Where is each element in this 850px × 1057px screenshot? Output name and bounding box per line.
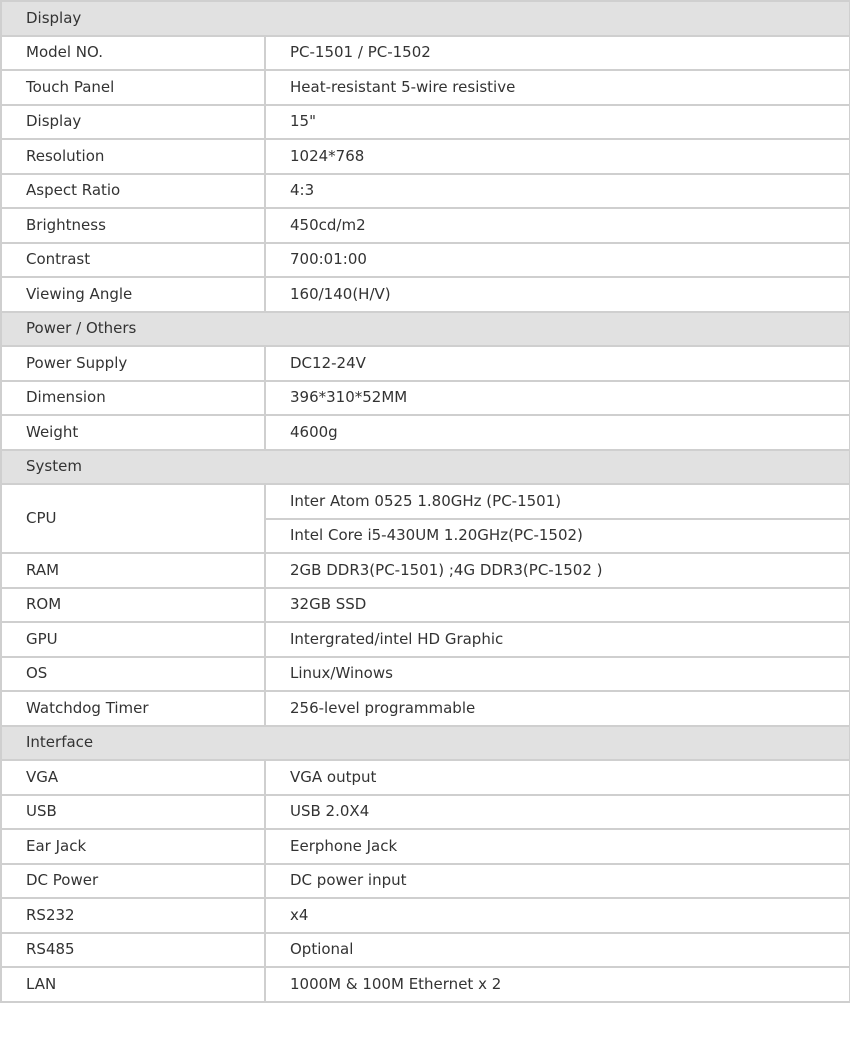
table-row (1, 484, 850, 519)
spec-label-os: OS (1, 657, 265, 692)
table-row (1, 277, 850, 312)
spec-value-weight: 4600g (265, 415, 850, 450)
spec-label-usb: USB (1, 795, 265, 830)
spec-value-os: Linux/Winows (265, 657, 850, 692)
spec-value-dimension: 396*310*52MM (265, 381, 850, 416)
spec-value-dc-power: DC power input (265, 864, 850, 899)
table-row (1, 898, 850, 933)
section-title: System (1, 450, 850, 485)
spec-value-cpu: Intel Core i5-430UM 1.20GHz(PC-1502) (265, 519, 850, 554)
spec-label-ram: RAM (1, 553, 265, 588)
spec-label-resolution: Resolution (1, 139, 265, 174)
spec-value-contrast: 700:01:00 (265, 243, 850, 278)
spec-value-model-no: PC-1501 / PC-1502 (265, 36, 850, 71)
table-row (1, 864, 850, 899)
spec-label-cpu: CPU (1, 484, 265, 553)
spec-label-contrast: Contrast (1, 243, 265, 278)
spec-value-lan: 1000M & 100M Ethernet x 2 (265, 967, 850, 1002)
spec-value-brightness: 450cd/m2 (265, 208, 850, 243)
section-title: Display (1, 1, 850, 36)
spec-value-resolution: 1024*768 (265, 139, 850, 174)
table-row (1, 588, 850, 623)
spec-value-touch-panel: Heat-resistant 5-wire resistive (265, 70, 850, 105)
spec-value-rom: 32GB SSD (265, 588, 850, 623)
spec-value-display: 15" (265, 105, 850, 140)
spec-value-viewing-angle: 160/140(H/V) (265, 277, 850, 312)
table-row (1, 795, 850, 830)
section-header-interface (1, 726, 850, 761)
spec-label-lan: LAN (1, 967, 265, 1002)
table-row (1, 346, 850, 381)
table-row (1, 105, 850, 140)
table-row (1, 174, 850, 209)
spec-table-body (1, 1, 850, 1002)
spec-label-model-no: Model NO. (1, 36, 265, 71)
section-title: Power / Others (1, 312, 850, 347)
spec-value-rs485: Optional (265, 933, 850, 968)
spec-value-ram: 2GB DDR3(PC-1501) ;4G DDR3(PC-1502 ) (265, 553, 850, 588)
spec-value-ear-jack: Eerphone Jack (265, 829, 850, 864)
table-row (1, 139, 850, 174)
spec-value-aspect-ratio: 4:3 (265, 174, 850, 209)
spec-label-brightness: Brightness (1, 208, 265, 243)
spec-label-ear-jack: Ear Jack (1, 829, 265, 864)
spec-value-gpu: Intergrated/intel HD Graphic (265, 622, 850, 657)
section-header-system (1, 450, 850, 485)
table-row (1, 381, 850, 416)
spec-value-power-supply: DC12-24V (265, 346, 850, 381)
spec-label-dimension: Dimension (1, 381, 265, 416)
table-row (1, 760, 850, 795)
spec-value-usb: USB 2.0X4 (265, 795, 850, 830)
table-row (1, 553, 850, 588)
section-header-display (1, 1, 850, 36)
spec-label-rs232: RS232 (1, 898, 265, 933)
spec-label-weight: Weight (1, 415, 265, 450)
spec-value-watchdog-timer: 256-level programmable (265, 691, 850, 726)
spec-value-rs232: x4 (265, 898, 850, 933)
spec-label-display: Display (1, 105, 265, 140)
section-title: Interface (1, 726, 850, 761)
table-row (1, 415, 850, 450)
table-row (1, 622, 850, 657)
spec-label-power-supply: Power Supply (1, 346, 265, 381)
spec-value-vga: VGA output (265, 760, 850, 795)
table-row (1, 829, 850, 864)
table-row (1, 70, 850, 105)
section-header-power-others (1, 312, 850, 347)
table-row (1, 657, 850, 692)
spec-label-watchdog-timer: Watchdog Timer (1, 691, 265, 726)
table-row (1, 933, 850, 968)
spec-label-viewing-angle: Viewing Angle (1, 277, 265, 312)
spec-label-rs485: RS485 (1, 933, 265, 968)
table-row (1, 967, 850, 1002)
table-row (1, 691, 850, 726)
spec-label-gpu: GPU (1, 622, 265, 657)
table-row (1, 243, 850, 278)
spec-label-rom: ROM (1, 588, 265, 623)
spec-value-cpu: Inter Atom 0525 1.80GHz (PC-1501) (265, 484, 850, 519)
table-row (1, 208, 850, 243)
spec-label-touch-panel: Touch Panel (1, 70, 265, 105)
table-row (1, 36, 850, 71)
spec-label-aspect-ratio: Aspect Ratio (1, 174, 265, 209)
spec-label-vga: VGA (1, 760, 265, 795)
spec-label-dc-power: DC Power (1, 864, 265, 899)
